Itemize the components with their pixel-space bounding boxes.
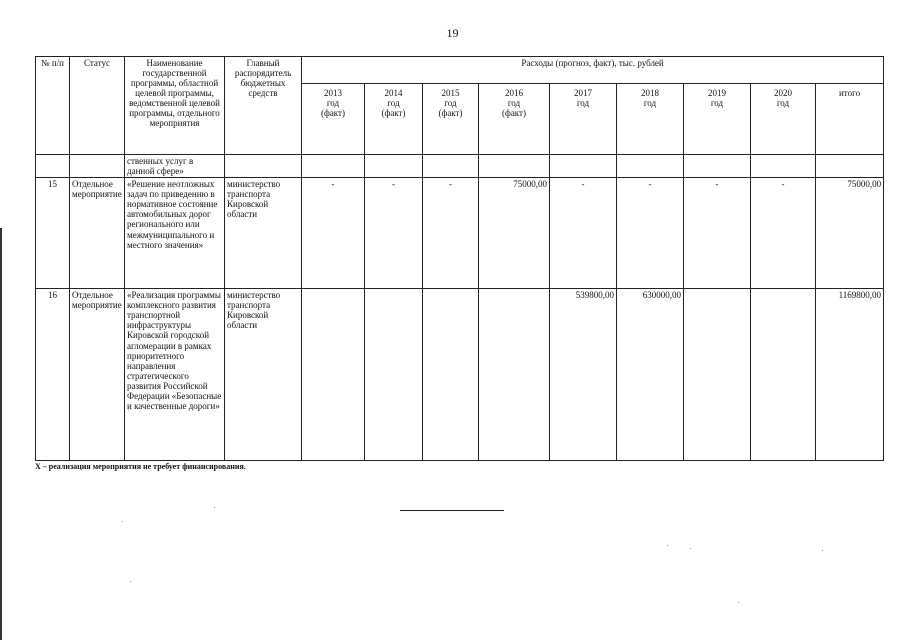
header-year-2016: 2016 год (факт) — [479, 84, 550, 155]
row-value-2016 — [479, 289, 550, 461]
row-total: 1169800,00 — [816, 289, 884, 461]
row-status: Отдельное мероприятие — [70, 289, 125, 461]
page-number: 19 — [446, 26, 459, 40]
scan-speck — [667, 545, 668, 546]
row-num: 15 — [36, 178, 70, 289]
row-value-2020 — [751, 289, 816, 461]
row-value-2015: - — [423, 178, 479, 289]
row-value-2017: - — [550, 178, 617, 289]
row-value-2015 — [423, 289, 479, 461]
table-row — [36, 178, 884, 289]
row-value-2018: 630000,00 — [617, 289, 684, 461]
row-value-2019 — [684, 289, 751, 461]
scan-edge — [0, 228, 2, 640]
row-value-2020: - — [751, 178, 816, 289]
scan-speck — [738, 602, 739, 603]
row-value-2017: 539800,00 — [550, 289, 617, 461]
row-admin: министерство транспорта Кировской области — [225, 178, 302, 289]
row-status: Отдельное мероприятие — [70, 178, 125, 289]
header-year-2017: 2017 год — [550, 84, 617, 155]
header-name: Наименование государственной программы, областной целевой программы, ведомственной целевой программы, отдельного мероприятия — [125, 57, 225, 155]
header-year-2015: 2015 год (факт) — [423, 84, 479, 155]
scan-speck — [122, 521, 123, 522]
row-name: «Реализация программы комплексного развития транспортной инфраструктуры Кировской городской агломерации в рамках приоритетного направления стратегического развития Российской Федерации «Безопасные и качественные дороги» — [125, 289, 225, 461]
header-status: Статус — [70, 57, 125, 155]
row-value-2013 — [302, 289, 365, 461]
header-total: итого — [816, 84, 884, 155]
row-value-2016: 75000,00 — [479, 178, 550, 289]
scan-speck — [214, 507, 215, 508]
row-name: «Решение неотложных задач по приведению в нормативное состояние автомобильных дорог регионального или межмуниципального и местного значения» — [125, 178, 225, 289]
header-year-2020: 2020 год — [751, 84, 816, 155]
scan-speck — [690, 548, 691, 549]
row-value-2014: - — [365, 178, 423, 289]
expenses-table — [35, 56, 884, 461]
row-admin: министерство транспорта Кировской области — [225, 289, 302, 461]
row-num: 16 — [36, 289, 70, 461]
scan-speck — [822, 550, 823, 551]
header-year-2018: 2018 год — [617, 84, 684, 155]
row-total: 75000,00 — [816, 178, 884, 289]
row-value-2018: - — [617, 178, 684, 289]
header-year-2014: 2014 год (факт) — [365, 84, 423, 155]
footnote: Х – реализация мероприятия не требует финансирования. — [35, 462, 246, 471]
continuation-name: ственных услуг в данной сфере» — [125, 155, 225, 178]
end-divider — [400, 510, 504, 511]
header-expenses: Расходы (прогноз, факт), тыс. рублей — [302, 57, 884, 84]
row-value-2013: - — [302, 178, 365, 289]
header-admin: Главный распорядитель бюджетных средств — [225, 57, 302, 155]
scan-speck — [130, 581, 131, 582]
row-value-2019: - — [684, 178, 751, 289]
header-num: № п/п — [36, 57, 70, 155]
table-row-continuation — [36, 155, 884, 178]
header-year-2013: 2013 год (факт) — [302, 84, 365, 155]
table-row — [36, 289, 884, 461]
row-value-2014 — [365, 289, 423, 461]
header-year-2019: 2019 год — [684, 84, 751, 155]
